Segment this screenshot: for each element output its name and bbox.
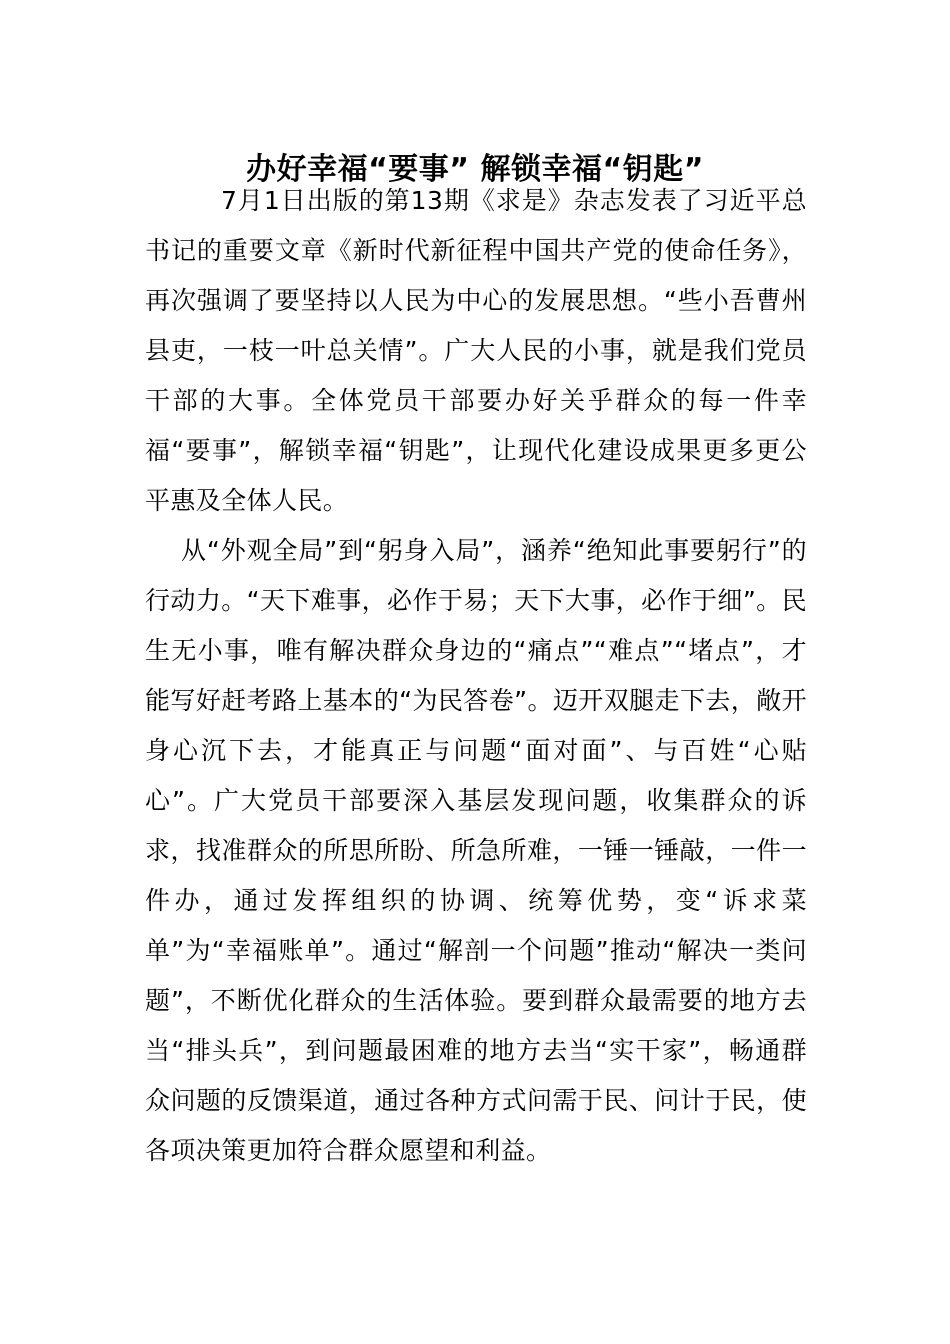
document-title: 办好幸福“要事” 解锁幸福“钥匙” — [246, 152, 704, 188]
paragraph-2: 从“外观全局”到“躬身入局”，涵养“绝知此事要躬行”的行动力。“天下难事，必作于易；天下大事，必作于细”。民生无小事，唯有解决群众身边的“痛点”“难点”“堵点”，才能写好赶考路上基本的“为民答卷”。迈开双腿走下去，敞开身心沉下去，才能真正与问题“面对面”、与百姓“心贴心”。广大党员干部要深入基层发现问题，收集群众的诉求，找准群众的所思所盼、所急所难，一锤一锤敲，一件一件办，通过发挥组织的协调、统筹优势，变“诉求菜单”为“幸福账单”。通过“解剖一个问题”推动“解决一类问题”，不断优化群众的生活体验。要到群众最需要的地方去当“排头兵”，到问题最困难的地方去当“实干家”，畅通群众问题的反馈渠道，通过各种方式问需于民、问计于民，使各项决策更加符合群众愿望和利益。 — [145, 536, 807, 1165]
paragraph-1: 7月1日出版的第13期《求是》杂志发表了习近平总书记的重要文章《新时代新征程中国共产党的使命任务》，再次强调了要坚持以人民为中心的发展思想。“些小吾曹州县吏，一枝一叶总关情”。广大人民的小事，就是我们党员干部的大事。全体党员干部要办好关乎群众的每一件幸福“要事”，解锁幸福“钥匙”，让现代化建设成果更多更公平惠及全体人民。 — [145, 186, 807, 515]
document-body — [145, 176, 807, 1176]
